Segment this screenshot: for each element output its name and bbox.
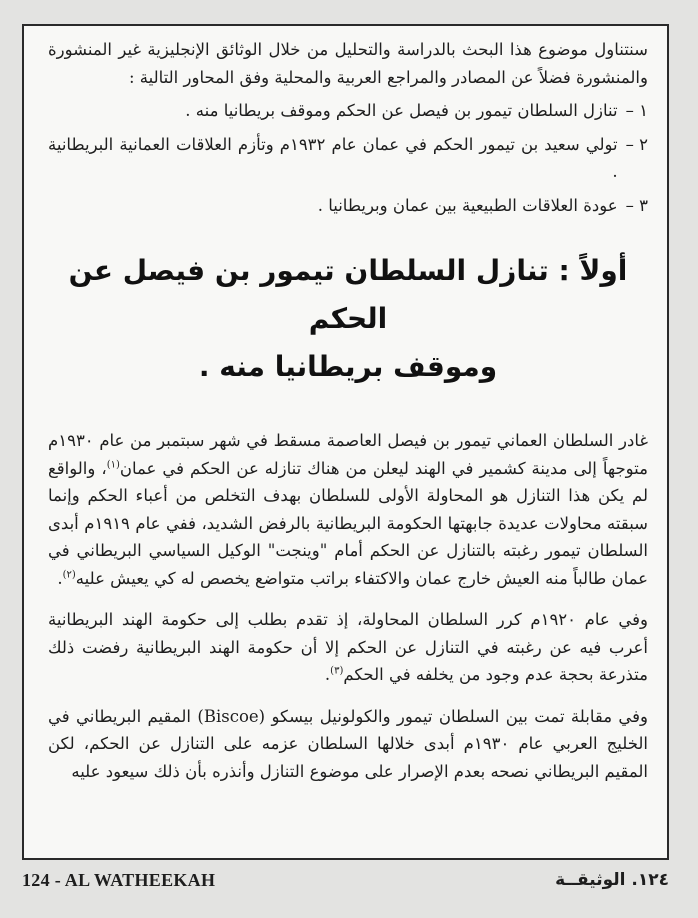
section-heading xyxy=(48,247,648,391)
list-text: عودة العلاقات الطبيعية بين عمان وبريطانيا . xyxy=(317,195,618,215)
section-heading-line-2: وموقف بريطانيا منه . xyxy=(198,350,498,383)
document-content xyxy=(48,36,648,799)
body-paragraph-1 xyxy=(48,427,648,592)
list-text: تولي سعيد بن تيمور الحكم في عمان عام ١٩٣٢م وتأزم العلاقات العمانية البريطانية . xyxy=(48,134,618,181)
footer-journal-name: 124 - AL WATHEEKAH xyxy=(22,870,216,890)
intro-paragraph: سنتناول موضوع هذا البحث بالدراسة والتحليل من خلال الوثائق الإنجليزية غير المنشورة والمنشورة فضلاً عن المصادر والمراجع العربية والمحلية وفق المحاور التالية : xyxy=(48,40,648,87)
paragraph-text: وفي عام ١٩٢٠م كرر السلطان المحاولة، إذ تقدم بطلب إلى حكومة الهند البريطانية أعرب فيه عن رغبته في التنازل عن الحكم إلا أن حكومة الهند البريطانية رفضت ذلك متذرعة بحجة عدم وجود من يخلفه في الحكم xyxy=(48,610,649,684)
list-item xyxy=(48,97,648,125)
list-number: ٢ – xyxy=(625,134,648,154)
list-item xyxy=(48,131,648,186)
page-footer xyxy=(22,868,669,894)
paragraph-text: غادر السلطان العماني تيمور بن فيصل العاصمة مسقط في شهر سبتمبر من عام ١٩٣٠م متوجهاً إلى مدينة كشمير في الهند ليعلن من هناك تنازله عن الحكم في عمان xyxy=(48,431,648,478)
paragraph-end: . xyxy=(57,568,63,588)
section-heading-line-1: أولاً : تنازل السلطان تيمور بن فيصل عن الحكم xyxy=(68,254,628,335)
footnote-ref: (٣) xyxy=(330,665,344,677)
body-paragraph-3 xyxy=(48,703,648,786)
list-text: تنازل السلطان تيمور بن فيصل عن الحكم وموقف بريطانيا منه . xyxy=(185,101,618,120)
footnote-ref: (٢) xyxy=(62,569,76,580)
paragraph-text: وفي مقابلة تمت بين السلطان تيمور والكولونيل بيسكو (Biscoe) المقيم البريطاني في الخليج العربي عام ١٩٣٠م أبدى خلالها السلطان عزمه على التنازل عن الحكم، لكن المقيم البريطاني نصحه بعدم الإصرار على موضوع التنازل وأنذره بأن ذلك سيعود عليه xyxy=(48,706,649,781)
footnote-ref: (١) xyxy=(106,459,120,470)
paragraph-text: . xyxy=(324,665,331,684)
footer-journal-name-arabic: ١٢٤. الوثيقــة xyxy=(555,870,669,890)
list-item xyxy=(48,192,648,220)
list-number: ٣ – xyxy=(625,195,648,215)
list-number: ١ – xyxy=(625,101,648,120)
paragraph-text: ، والواقع لم يكن هذا التنازل هو المحاولة الأولى للسلطان بهدف التخلص من أعباء الحكم وإنما سبقته محاولات عديدة جابهتها الحكومة البريطانية بالرفض الشديد، ففي عام ١٩١٩م أبدى السلطان تيمور رغبته بالتنازل عن الحكم أمام "وينجت" الوكيل السياسي البريطاني في عمان طالباً منه العيش خارج عمان والاكتفاء براتب متواضع يخصص له كي يعيش عليه xyxy=(48,458,648,588)
body-paragraph-2 xyxy=(48,606,648,689)
